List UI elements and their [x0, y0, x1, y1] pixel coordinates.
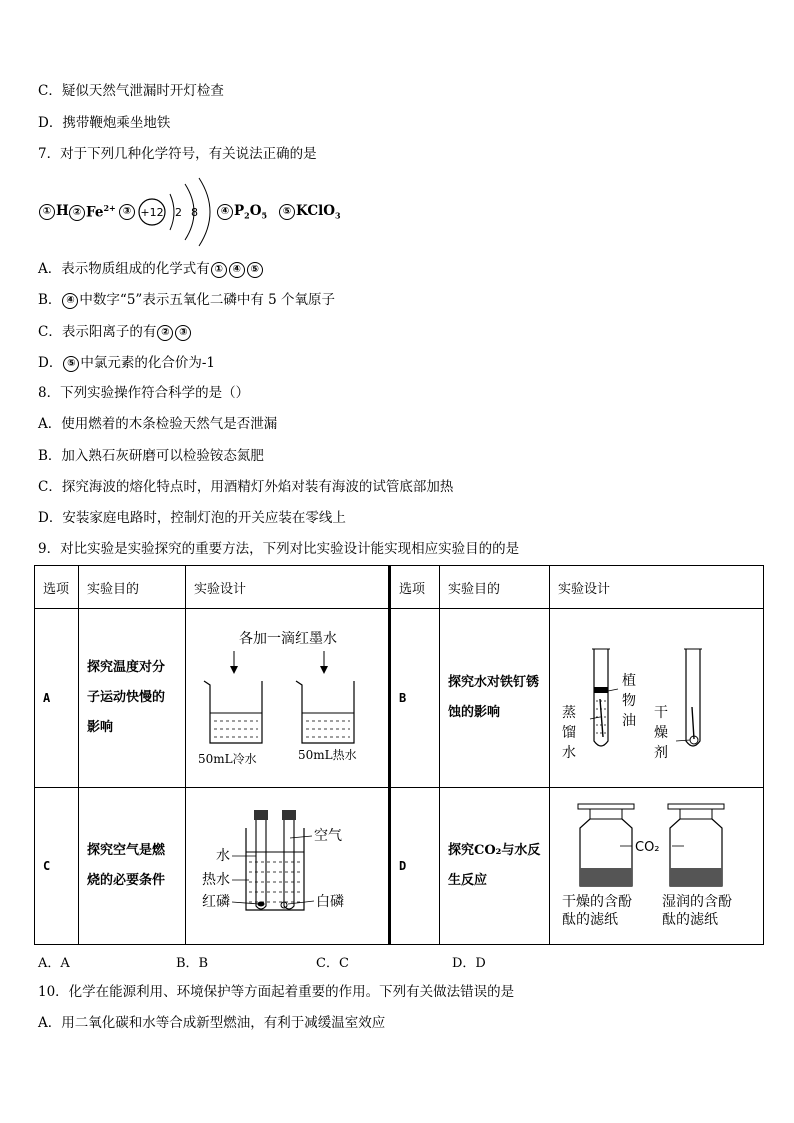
diag-b-left-label-3: 水: [562, 745, 576, 761]
diag-c-air-label: 空气: [314, 828, 342, 844]
diag-b-oil-label-2: 物: [622, 693, 636, 709]
row-option-a: A: [35, 609, 79, 788]
q7-formula-row: [38, 176, 368, 248]
header-option-2: 选项: [390, 566, 440, 609]
answer-d: D．D: [452, 956, 486, 971]
diag-b-oil-label-3: 油: [622, 713, 636, 729]
q8-option-c: C．探究海波的熔化特点时，用酒精灯外焰对装有海波的试管底部加热: [38, 479, 454, 495]
diag-b-left-label-1: 蒸: [562, 705, 576, 721]
q6-option-c: C．疑似天然气泄漏时开灯检查: [38, 83, 224, 99]
experiment-table: [34, 565, 764, 945]
q10-option-a: A．用二氧化碳和水等合成新型燃油，有利于减缓温室效应: [38, 1015, 386, 1031]
circled-3: ③: [119, 204, 135, 220]
q8-option-d: D．安装家庭电路时，控制灯泡的开关应装在零线上: [38, 510, 346, 526]
row-option-d: D: [390, 788, 440, 945]
nucleus-charge: +12: [140, 206, 164, 219]
table-row: [35, 788, 764, 945]
formula-p2o5: ④ $P_2O_5$: [216, 203, 267, 221]
formula-fe: ② $Fe^{2+}$: [68, 203, 116, 221]
shell-2-electrons: 8: [191, 206, 198, 219]
diag-b-left-label-2: 馏: [562, 725, 576, 741]
table-row: [35, 609, 764, 788]
header-goal: 实验目的: [79, 566, 186, 609]
diag-a-left-label: 50mL冷水: [198, 752, 257, 766]
diag-d-right-label-2: 酞的滤纸: [662, 912, 718, 928]
diag-c-water-label: 水: [216, 848, 230, 864]
design-c-cell: [186, 788, 390, 945]
row-option-b: B: [390, 609, 440, 788]
formula-h: ① H: [38, 203, 69, 220]
diag-a-right-label: 50mL热水: [298, 748, 357, 762]
circled-4: ④: [217, 204, 233, 220]
diag-c-red-label: 红磷: [202, 894, 230, 910]
diagram-test-tubes: [550, 609, 764, 787]
q6-option-d: D．携带鞭炮乘坐地铁: [38, 115, 171, 131]
q7-option-d: D． ⑤ 中氯元素的化合价为-1: [38, 355, 215, 371]
q7-option-c: C．表示阳离子的有 ② ③: [38, 323, 192, 341]
diag-b-oil-label-1: 植: [622, 673, 636, 689]
atom-structure-diagram: [133, 176, 228, 248]
circled-2: ②: [69, 205, 85, 221]
q8-option-a: A．使用燃着的木条检验天然气是否泄漏: [38, 416, 278, 432]
diagram-bottles: [550, 788, 764, 944]
q7-option-b: B． ④ 中数字“5”表示五氧化二磷中有 5 个氧原子: [38, 292, 335, 308]
formula-kclo3: ⑤ KClO$_3$: [278, 203, 341, 221]
diagram-beakers: [186, 609, 390, 787]
diagram-combustion: [186, 788, 390, 944]
diag-a-top-label: 各加一滴红墨水: [239, 631, 337, 647]
diag-b-right-label-1: 干: [654, 705, 668, 721]
diag-c-hot-label: 热水: [202, 872, 230, 888]
header-design: 实验设计: [186, 566, 390, 609]
diag-d-gas-label: CO₂: [635, 840, 660, 855]
diag-d-left-label-2: 酞的滤纸: [562, 912, 618, 928]
header-design-2: 实验设计: [550, 566, 764, 609]
q9-stem: 9．对比实验是实验探究的重要方法，下列对比实验设计能实现相应实验目的的是: [38, 541, 520, 557]
q9-answer-options: [38, 952, 538, 970]
header-goal-2: 实验目的: [440, 566, 550, 609]
header-option: 选项: [35, 566, 79, 609]
q7-stem: 7．对于下列几种化学符号，有关说法正确的是: [38, 146, 317, 162]
row-goal-d: 探究CO₂与水反生反应: [440, 788, 550, 945]
row-goal-a: 探究温度对分子运动快慢的影响: [79, 609, 186, 788]
design-a-cell: [186, 609, 390, 788]
answer-b: B．B: [176, 956, 209, 971]
q10-stem: 10．化学在能源利用、环境保护等方面起着重要的作用。下列有关做法错误的是: [38, 984, 515, 1000]
answer-a: A．A: [38, 956, 70, 971]
row-option-c: C: [35, 788, 79, 945]
diag-b-right-label-2: 燥: [654, 725, 668, 741]
circled-5: ⑤: [279, 204, 295, 220]
shell-1-electrons: 2: [175, 206, 182, 219]
row-goal-c: 探究空气是燃烧的必要条件: [79, 788, 186, 945]
diag-d-right-label-1: 湿润的含酚: [662, 894, 732, 910]
design-d-cell: [550, 788, 764, 945]
circled-1: ①: [39, 204, 55, 220]
q8-option-b: B．加入熟石灰研磨可以检验铵态氮肥: [38, 448, 264, 464]
diag-c-white-label: 白磷: [316, 894, 344, 910]
q7-option-a: A．表示物质组成的化学式有 ① ④ ⑤: [38, 260, 264, 278]
answer-c: C．C: [316, 956, 349, 971]
q8-stem: 8．下列实验操作符合科学的是（）: [38, 385, 250, 401]
diag-d-left-label-1: 干燥的含酚: [562, 894, 632, 910]
row-goal-b: 探究水对铁钉锈蚀的影响: [440, 609, 550, 788]
table-header-row: [35, 566, 764, 609]
diag-b-right-label-3: 剂: [654, 745, 668, 761]
design-b-cell: [550, 609, 764, 788]
